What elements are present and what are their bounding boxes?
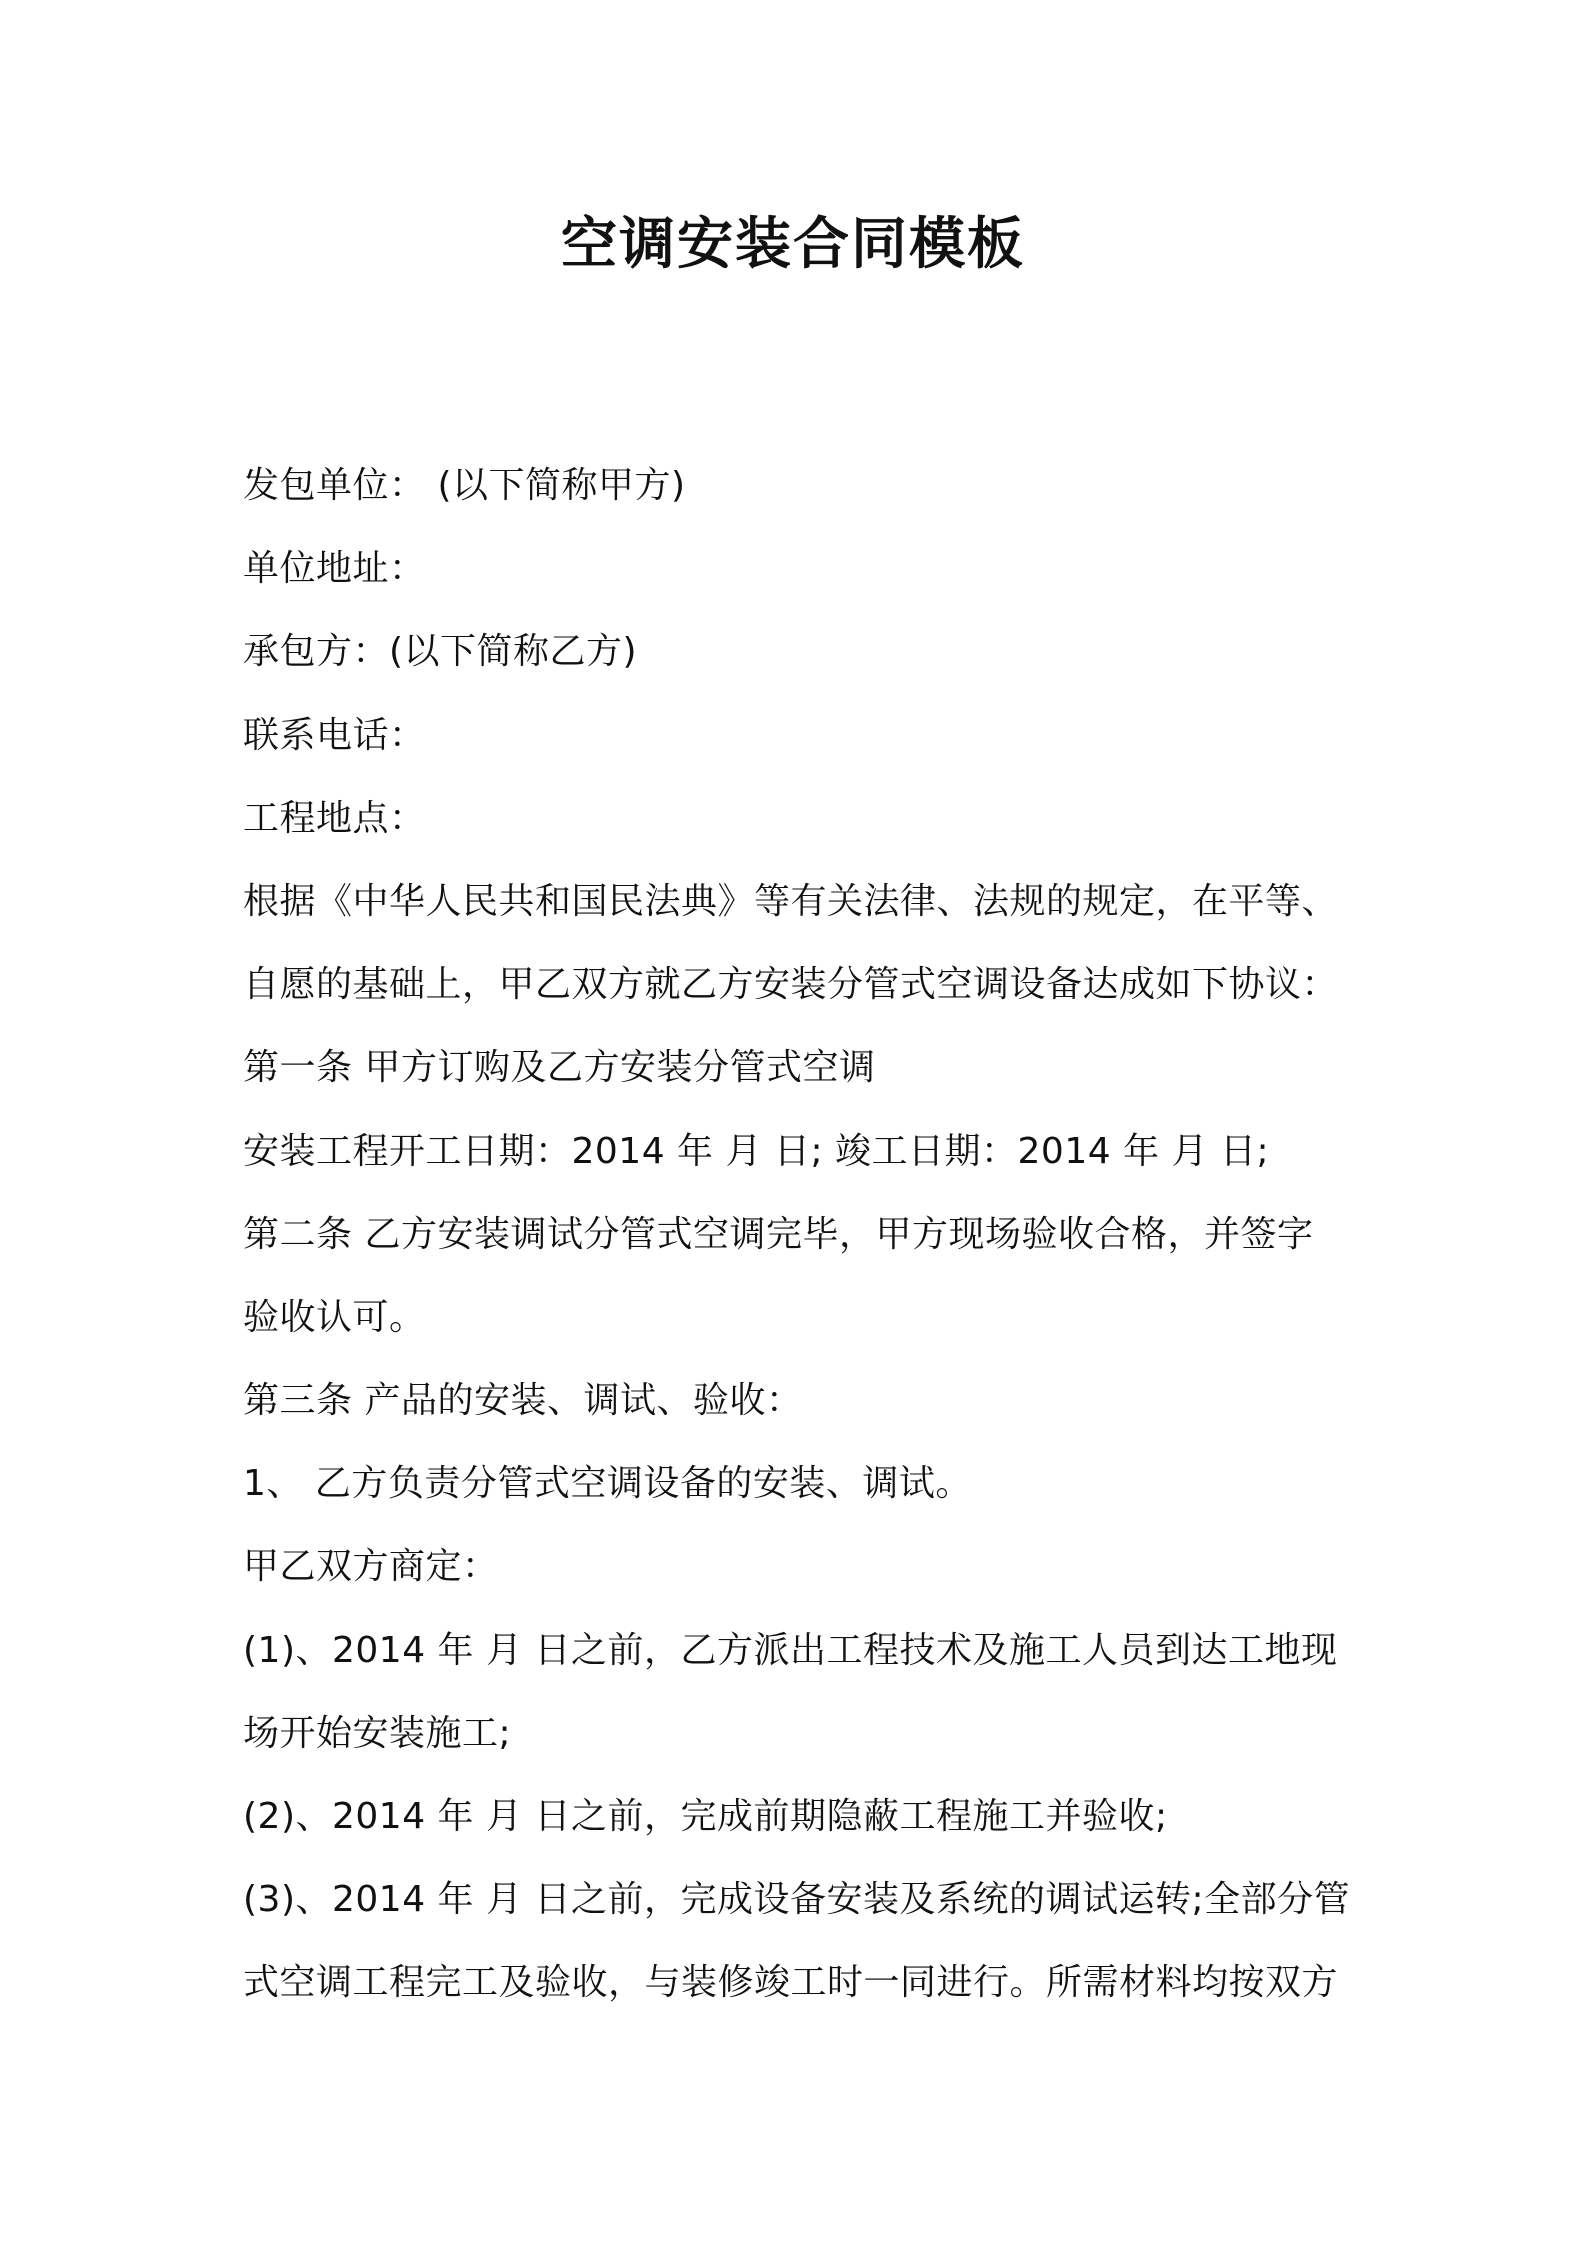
item-3-line-2: 式空调工程完工及验收，与装修竣工时一同进行。所需材料均按双方 [243, 1962, 1339, 2004]
document-body [243, 444, 1363, 2025]
item-1-line-1: (1)、2014 年 月 日之前，乙方派出工程技术及施工人员到达工地现 [243, 1629, 1338, 1671]
schedule-line: 安装工程开工日期：2014 年 月 日; 竣工日期：2014 年 月 日; [243, 1130, 1270, 1172]
preamble-line-2: 自愿的基础上，甲乙双方就乙方安装分管式空调设备达成如下协议： [243, 964, 1339, 1006]
clause-1-line: 1、 乙方负责分管式空调设备的安装、调试。 [243, 1463, 972, 1505]
item-2-line: (2)、2014 年 月 日之前，完成前期隐蔽工程施工并验收; [243, 1796, 1168, 1837]
party-b-line: 承包方：(以下简称乙方) [243, 631, 638, 673]
article-3-heading: 第三条 产品的安装、调试、验收： [243, 1380, 803, 1422]
agreement-intro-line: 甲乙双方商定： [243, 1546, 499, 1588]
article-2-line-2: 验收认可。 [243, 1296, 426, 1338]
item-3-line-1: (3)、2014 年 月 日之前，完成设备安装及系统的调试运转;全部分管 [243, 1879, 1351, 1921]
party-a-line: 发包单位： (以下简称甲方) [243, 465, 686, 506]
item-1-line-2: 场开始安装施工; [243, 1712, 512, 1754]
contact-phone-line: 联系电话： [243, 714, 426, 756]
document-title: 空调安装合同模板 [561, 212, 1025, 277]
preamble-line-1: 根据《中华人民共和国民法典》等有关法律、法规的规定，在平等、 [243, 880, 1339, 922]
party-a-address-line: 单位地址： [243, 548, 426, 590]
article-2-line-1: 第二条 乙方安装调试分管式空调完毕，甲方现场验收合格，并签字 [243, 1213, 1314, 1255]
project-location-line: 工程地点： [243, 797, 426, 839]
article-1-heading: 第一条 甲方订购及乙方安装分管式空调 [243, 1047, 876, 1089]
